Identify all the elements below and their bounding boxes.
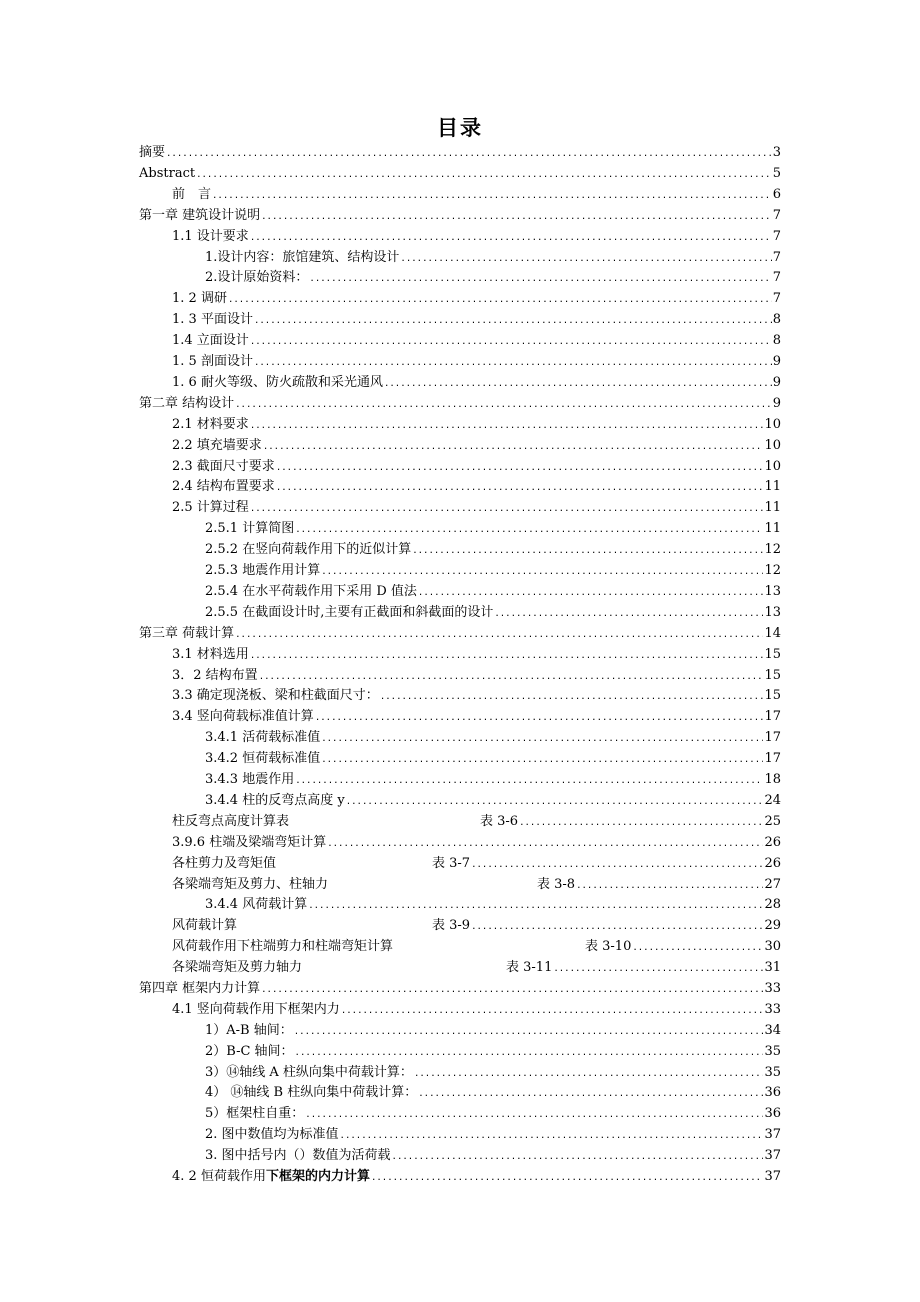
toc-leader-dots — [250, 499, 764, 519]
toc-page-number: 18 — [764, 772, 781, 787]
toc-page-number: 7 — [772, 208, 781, 223]
toc-leader-dots — [321, 729, 763, 749]
toc-page-number: 36 — [764, 1085, 781, 1100]
toc-entry-title: 各柱剪力及弯矩值 — [172, 856, 277, 871]
toc-entry[interactable] — [205, 1104, 781, 1124]
toc-entry[interactable] — [139, 624, 781, 644]
toc-entry[interactable] — [172, 498, 781, 518]
toc-page-number: 15 — [764, 647, 781, 662]
toc-leader-dots — [327, 834, 763, 854]
toc-page-number: 14 — [764, 626, 781, 641]
toc-page-number: 10 — [764, 417, 781, 432]
toc-page-number: 11 — [764, 500, 781, 515]
toc-page-number: 13 — [764, 605, 781, 620]
toc-page-number: 17 — [764, 751, 781, 766]
toc-page-number: 33 — [764, 1002, 781, 1017]
toc-leader-dots — [235, 395, 772, 415]
toc-entry-title: 2.5.4 在水平荷载作用下采用 D 值法 — [205, 584, 417, 599]
toc-entry-title: 2）B-C 轴间： — [205, 1044, 294, 1059]
toc-entry[interactable] — [139, 143, 781, 163]
toc-page-number: 26 — [764, 856, 781, 871]
toc-entry[interactable] — [172, 457, 781, 477]
toc-entry[interactable] — [172, 185, 781, 205]
toc-entry[interactable] — [172, 937, 781, 957]
toc-leader-dots — [576, 876, 763, 896]
toc-leader-dots — [414, 1064, 764, 1084]
toc-entry[interactable] — [172, 916, 781, 936]
toc-page-number: 8 — [772, 333, 781, 348]
toc-page-number: 9 — [772, 375, 781, 390]
toc-leader-dots — [340, 1126, 764, 1146]
toc-entry[interactable] — [205, 540, 781, 560]
toc-entry-title: 3.4.2 恒荷载标准值 — [205, 751, 321, 766]
toc-leader-dots — [295, 520, 763, 540]
toc-entry[interactable] — [172, 645, 781, 665]
toc-entry-title: 3）⑭轴线 A 柱纵向集中荷载计算： — [205, 1065, 413, 1080]
toc-leader-dots — [254, 353, 772, 373]
toc-leader-dots — [295, 771, 763, 791]
toc-entry-title: 1）A-B 轴间： — [205, 1023, 293, 1038]
toc-page-number: 34 — [764, 1023, 781, 1038]
toc-entry-title: 第二章 结构设计 — [139, 396, 235, 411]
toc-leader-dots — [276, 478, 764, 498]
toc-entry-title: 风荷载作用下柱端剪力和柱端弯矩计算 — [172, 939, 394, 954]
toc-leader-dots — [261, 980, 763, 1000]
toc-page-number: 31 — [764, 960, 781, 975]
toc-entry-title: 各梁端弯矩及剪力、柱轴力 — [172, 877, 329, 892]
toc-entry[interactable] — [205, 1146, 781, 1166]
toc-leader-dots — [380, 687, 764, 707]
toc-entry[interactable] — [205, 582, 781, 602]
toc-entry-title: 2.1 材料要求 — [172, 417, 249, 432]
toc-entry[interactable] — [205, 519, 781, 539]
toc-entry-table-ref: 表 3-6 — [480, 814, 519, 829]
toc-entry[interactable] — [172, 289, 781, 309]
toc-entry-title: 3.1 材料选用 — [172, 647, 249, 662]
toc-page-number: 8 — [772, 312, 781, 327]
toc-page-number: 5 — [772, 166, 781, 181]
toc-entry[interactable] — [172, 666, 781, 686]
toc-page-number: 10 — [764, 438, 781, 453]
toc-leader-dots — [346, 792, 764, 812]
toc-entry-title: 前 言 — [172, 187, 212, 202]
toc-entry-title: 2.5.1 计算简图 — [205, 521, 295, 536]
toc-entry-title: 4） ⑭轴线 B 柱纵向集中荷载计算： — [205, 1085, 418, 1100]
toc-page-number: 12 — [764, 542, 781, 557]
toc-leader-dots — [250, 332, 772, 352]
toc-page-number: 7 — [772, 270, 781, 285]
toc-leader-dots — [341, 1001, 764, 1021]
toc-entry-table-ref: 表 3-9 — [432, 918, 471, 933]
toc-entry-title: 第一章 建筑设计说明 — [139, 208, 261, 223]
toc-entry[interactable] — [172, 352, 781, 372]
toc-entry-title: 2.2 填充墙要求 — [172, 438, 262, 453]
toc-leader-dots — [418, 583, 764, 603]
toc-entry[interactable] — [139, 979, 781, 999]
toc-entry[interactable] — [139, 164, 781, 184]
toc-entry-title: 1.4 立面设计 — [172, 333, 249, 348]
toc-page-number: 27 — [764, 877, 781, 892]
toc-entry[interactable] — [205, 1125, 781, 1145]
toc-entry-title: 1. 6 耐火等级、防火疏散和采光通风 — [172, 375, 383, 390]
toc-entry[interactable] — [172, 373, 781, 393]
toc-entry[interactable] — [172, 331, 781, 351]
toc-entry[interactable] — [172, 1167, 781, 1187]
toc-page-number: 10 — [764, 459, 781, 474]
toc-page-number: 3 — [772, 145, 781, 160]
toc-entry-title: 3.9.6 柱端及梁端弯矩计算 — [172, 835, 327, 850]
toc-page-number: 7 — [772, 229, 781, 244]
toc-leader-dots — [166, 144, 772, 164]
toc-entry[interactable] — [172, 436, 781, 456]
toc-entry-title: 2.设计原始资料： — [205, 270, 309, 285]
toc-entry-title: 2.5 计算过程 — [172, 500, 249, 515]
toc-page-number: 9 — [772, 354, 781, 369]
toc-entry[interactable] — [205, 1063, 781, 1083]
toc-leader-dots — [276, 458, 764, 478]
toc-entry[interactable] — [172, 707, 781, 727]
toc-page-number: 12 — [764, 563, 781, 578]
toc-leader-dots — [295, 1043, 764, 1063]
toc-page-number: 26 — [764, 835, 781, 850]
toc-page-number: 24 — [764, 793, 781, 808]
toc-entry[interactable] — [205, 561, 781, 581]
toc-page-number: 37 — [764, 1148, 781, 1163]
toc-entry-title: 3.3 确定现浇板、梁和柱截面尺寸： — [172, 688, 379, 703]
toc-entry[interactable] — [205, 728, 781, 748]
toc-entry-table-ref: 表 3-7 — [432, 856, 471, 871]
toc-entry-title: 第四章 框架内力计算 — [139, 981, 261, 996]
toc-entry[interactable] — [172, 958, 781, 978]
page-title: 目录 — [437, 116, 483, 140]
toc-entry-title: 3.4.4 风荷载计算 — [205, 897, 308, 912]
toc-leader-dots — [321, 562, 763, 582]
toc-leader-dots — [418, 1084, 763, 1104]
toc-entry-table-ref: 表 3-10 — [585, 939, 632, 954]
toc-leader-dots — [321, 750, 763, 770]
toc-entry-title: 风荷载计算 — [172, 918, 238, 933]
toc-leader-dots — [228, 290, 772, 310]
toc-page-number: 11 — [764, 479, 781, 494]
toc-entry[interactable] — [205, 770, 781, 790]
toc-entry[interactable] — [205, 749, 781, 769]
toc-page-number: 17 — [764, 709, 781, 724]
toc-entry-title: 第三章 荷载计算 — [139, 626, 235, 641]
toc-leader-dots — [196, 165, 772, 185]
toc-entry-title: 5）框架柱自重： — [205, 1106, 305, 1121]
toc-entry-title: 3. 图中括号内（）数值为活荷载 — [205, 1148, 391, 1163]
toc-entry[interactable] — [172, 477, 781, 497]
toc-entry[interactable] — [172, 415, 781, 435]
toc-page-number: 7 — [772, 291, 781, 306]
toc-entry-title: 柱反弯点高度计算表 — [172, 814, 290, 829]
toc-leader-dots — [263, 437, 764, 457]
toc-entry-title: 2.5.2 在竖向荷载作用下的近似计算 — [205, 542, 412, 557]
toc-page-number: 17 — [764, 730, 781, 745]
toc-entry-title: 3.4.3 地震作用 — [205, 772, 295, 787]
toc-entry-title: 4.1 竖向荷载作用下框架内力 — [172, 1002, 340, 1017]
toc-page-number: 30 — [764, 939, 781, 954]
toc-leader-dots — [494, 604, 763, 624]
toc-leader-dots — [308, 896, 763, 916]
toc-page-number: 11 — [764, 521, 781, 536]
toc-leader-dots — [305, 1105, 763, 1125]
toc-leader-dots — [632, 938, 763, 958]
toc-entry-title: 2.5.5 在截面设计时,主要有正截面和斜截面的设计 — [205, 605, 494, 620]
toc-entry[interactable] — [205, 1021, 781, 1041]
toc-leader-dots — [250, 646, 764, 666]
toc-entry-title: 3.4 竖向荷载标准值计算 — [172, 709, 314, 724]
toc-entry[interactable] — [172, 812, 781, 832]
toc-leader-dots — [212, 186, 772, 206]
toc-leader-dots — [392, 1147, 764, 1167]
toc-entry-title: Abstract — [139, 166, 196, 181]
toc-leader-dots — [315, 708, 764, 728]
toc-entry[interactable] — [172, 1000, 781, 1020]
toc-leader-dots — [400, 249, 771, 269]
toc-page-number: 15 — [764, 668, 781, 683]
toc-entry[interactable] — [205, 1042, 781, 1062]
toc-page-number: 33 — [764, 981, 781, 996]
toc-entry-title: 3.4.1 活荷载标准值 — [205, 730, 321, 745]
toc-leader-dots — [553, 959, 763, 979]
toc-page-number: 37 — [764, 1127, 781, 1142]
toc-page-number: 36 — [764, 1106, 781, 1121]
toc-leader-dots — [371, 1168, 763, 1188]
toc-entry[interactable] — [139, 394, 781, 414]
toc-entry-title: 2.5.3 地震作用计算 — [205, 563, 321, 578]
toc-leader-dots — [235, 625, 763, 645]
toc-page-number: 29 — [764, 918, 781, 933]
toc-leader-dots — [250, 416, 764, 436]
toc-page-number: 13 — [764, 584, 781, 599]
toc-entry[interactable] — [172, 854, 781, 874]
toc-entry-table-ref: 表 3-11 — [506, 960, 553, 975]
toc-entry-title: 1.设计内容：旅馆建筑、结构设计 — [205, 250, 400, 265]
toc-page-number: 7 — [772, 250, 781, 265]
toc-entry[interactable] — [205, 248, 781, 268]
toc-entry[interactable] — [205, 895, 781, 915]
toc-page-number: 35 — [764, 1044, 781, 1059]
toc-entry-title: 3．2 结构布置 — [172, 668, 258, 683]
toc-page-number: 28 — [764, 897, 781, 912]
toc-page-number: 25 — [764, 814, 781, 829]
toc-leader-dots — [471, 917, 763, 937]
toc-entry-title: 1. 5 剖面设计 — [172, 354, 253, 369]
toc-entry-title: 2.3 截面尺寸要求 — [172, 459, 275, 474]
toc-entry-title: 2. 图中数值均为标准值 — [205, 1127, 339, 1142]
toc-entry-table-ref: 表 3-8 — [537, 877, 576, 892]
toc-entry[interactable] — [205, 791, 781, 811]
toc-entry-title: 1. 3 平面设计 — [172, 312, 253, 327]
toc-entry[interactable] — [172, 833, 781, 853]
toc-entry-title: 2.4 结构布置要求 — [172, 479, 275, 494]
toc-page-number: 6 — [772, 187, 781, 202]
toc-entry-title: 4. 2 恒荷载作用下框架的内力计算 — [172, 1169, 370, 1184]
toc-entry-title: 3.4.4 柱的反弯点高度 y — [205, 793, 345, 808]
toc-entry[interactable] — [205, 603, 781, 623]
toc-leader-dots — [384, 374, 772, 394]
toc-page-number: 35 — [764, 1065, 781, 1080]
toc-entry-title: 1.1 设计要求 — [172, 229, 249, 244]
toc-leader-dots — [261, 207, 772, 227]
toc-entry[interactable] — [139, 206, 781, 226]
toc-page-number: 9 — [772, 396, 781, 411]
toc-entry[interactable] — [205, 1083, 781, 1103]
toc-entry-title: 摘要 — [139, 145, 166, 160]
toc-leader-dots — [309, 269, 771, 289]
toc-entry[interactable] — [172, 686, 781, 706]
toc-page-number: 15 — [764, 688, 781, 703]
toc-page-number: 37 — [764, 1169, 781, 1184]
toc-leader-dots — [519, 813, 763, 833]
toc-leader-dots — [259, 667, 764, 687]
toc-leader-dots — [294, 1022, 764, 1042]
toc-entry[interactable] — [172, 310, 781, 330]
toc-leader-dots — [250, 228, 772, 248]
toc-leader-dots — [412, 541, 763, 561]
toc-entry[interactable] — [172, 227, 781, 247]
toc-leader-dots — [254, 311, 772, 331]
toc-entry[interactable] — [172, 875, 781, 895]
toc-entry-title: 1. 2 调研 — [172, 291, 227, 306]
toc-entry-title: 各梁端弯矩及剪力轴力 — [172, 960, 303, 975]
toc-entry[interactable] — [205, 268, 781, 288]
toc-leader-dots — [471, 855, 763, 875]
